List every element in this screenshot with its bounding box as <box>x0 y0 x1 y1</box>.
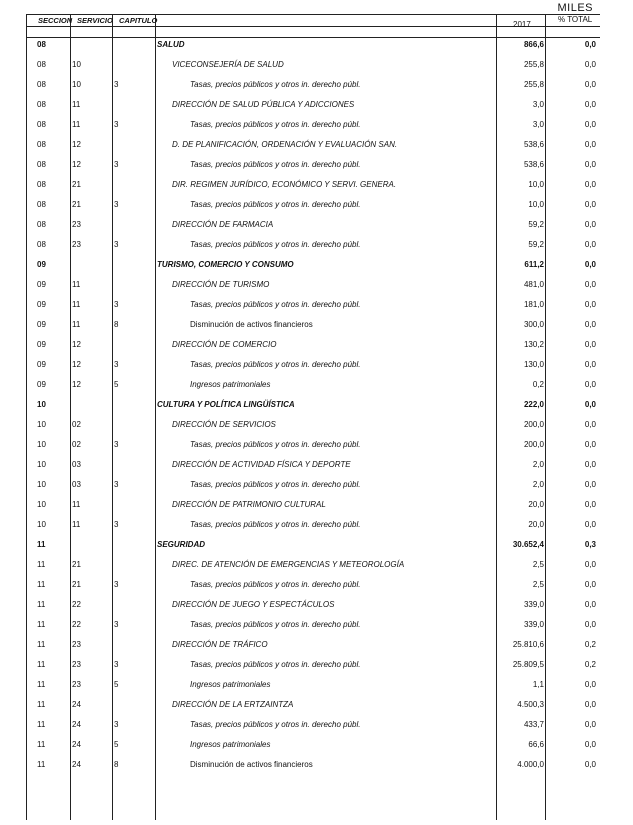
table-row <box>26 298 600 318</box>
col-header-seccion: SECCION <box>38 16 73 25</box>
seccion-cell: 08 <box>37 60 46 69</box>
description-cell: D. DE PLANIFICACIÓN, ORDENACIÓN Y EVALUACIÓN SAN. <box>172 140 398 149</box>
capitulo-cell: 3 <box>114 520 119 529</box>
table-row <box>26 138 600 158</box>
description-cell: Tasas, precios públicos y otros in. derecho públ. <box>190 440 361 449</box>
percent-cell: 0,3 <box>584 540 596 549</box>
servicio-cell: 02 <box>72 440 81 449</box>
amount-cell: 200,0 <box>523 420 544 429</box>
servicio-cell: 10 <box>72 60 81 69</box>
amount-cell: 25.809,5 <box>512 660 544 669</box>
percent-cell: 0,0 <box>584 160 596 169</box>
seccion-cell: 11 <box>37 700 46 709</box>
description-cell: DIRECCIÓN DE TRÁFICO <box>172 640 268 649</box>
col-header-pct: % TOTAL <box>558 15 593 24</box>
table-row <box>26 158 600 178</box>
servicio-cell: 22 <box>72 620 81 629</box>
table-row <box>26 438 600 458</box>
description-cell: CULTURA Y POLÍTICA LINGÜÍSTICA <box>157 400 295 409</box>
col-header-servicio: SERVICIO <box>77 16 113 25</box>
description-cell: Tasas, precios públicos y otros in. derecho públ. <box>190 660 361 669</box>
amount-cell: 25.810,6 <box>512 640 544 649</box>
amount-cell: 59,2 <box>528 240 544 249</box>
description-cell: DIRECCIÓN DE COMERCIO <box>172 340 277 349</box>
table-row <box>26 658 600 678</box>
amount-cell: 130,2 <box>523 340 544 349</box>
percent-cell: 0,0 <box>584 580 596 589</box>
capitulo-cell: 3 <box>114 80 119 89</box>
table-row <box>26 318 600 338</box>
table-row <box>26 58 600 78</box>
capitulo-cell: 3 <box>114 160 119 169</box>
table-row <box>26 418 600 438</box>
table-row <box>26 278 600 298</box>
table-row <box>26 218 600 238</box>
servicio-cell: 21 <box>72 560 81 569</box>
capitulo-cell: 8 <box>114 760 119 769</box>
percent-cell: 0,0 <box>584 220 596 229</box>
description-cell: DIRECCIÓN DE SALUD PÚBLICA Y ADICCIONES <box>172 100 355 109</box>
description-cell: Ingresos patrimoniales <box>190 740 271 749</box>
servicio-cell: 11 <box>72 100 81 109</box>
amount-cell: 10,0 <box>528 180 544 189</box>
amount-cell: 20,0 <box>528 500 544 509</box>
table-row <box>26 378 600 398</box>
capitulo-cell: 3 <box>114 720 119 729</box>
description-cell: Tasas, precios públicos y otros in. derecho públ. <box>190 480 361 489</box>
seccion-cell: 08 <box>37 140 46 149</box>
percent-cell: 0,2 <box>584 640 596 649</box>
percent-cell: 0,2 <box>584 660 596 669</box>
percent-cell: 0,0 <box>584 180 596 189</box>
seccion-cell: 08 <box>37 200 46 209</box>
amount-cell: 538,6 <box>523 140 544 149</box>
seccion-cell: 10 <box>37 480 46 489</box>
table-row <box>26 578 600 598</box>
capitulo-cell: 5 <box>114 380 119 389</box>
seccion-cell: 11 <box>37 720 46 729</box>
percent-cell: 0,0 <box>584 40 596 49</box>
percent-cell: 0,0 <box>584 680 596 689</box>
servicio-cell: 12 <box>72 340 81 349</box>
table-row <box>26 358 600 378</box>
amount-cell: 4.000,0 <box>517 760 544 769</box>
table-row <box>26 38 600 58</box>
servicio-cell: 24 <box>72 760 81 769</box>
table-row <box>26 498 600 518</box>
servicio-cell: 11 <box>72 520 81 529</box>
seccion-cell: 09 <box>37 340 46 349</box>
table-row <box>26 78 600 98</box>
description-cell: Ingresos patrimoniales <box>190 380 271 389</box>
servicio-cell: 11 <box>72 320 81 329</box>
servicio-cell: 24 <box>72 700 81 709</box>
capitulo-cell: 3 <box>114 360 119 369</box>
servicio-cell: 23 <box>72 660 81 669</box>
table-row <box>26 258 600 278</box>
capitulo-cell: 3 <box>114 300 119 309</box>
seccion-cell: 09 <box>37 320 46 329</box>
percent-cell: 0,0 <box>584 500 596 509</box>
percent-cell: 0,0 <box>584 740 596 749</box>
percent-cell: 0,0 <box>584 300 596 309</box>
seccion-cell: 08 <box>37 100 46 109</box>
description-cell: DIRECCIÓN DE PATRIMONIO CULTURAL <box>172 500 326 509</box>
percent-cell: 0,0 <box>584 80 596 89</box>
percent-cell: 0,0 <box>584 120 596 129</box>
description-cell: DIRECCIÓN DE SERVICIOS <box>172 420 276 429</box>
percent-cell: 0,0 <box>584 140 596 149</box>
description-cell: Tasas, precios públicos y otros in. derecho públ. <box>190 300 361 309</box>
seccion-cell: 08 <box>37 180 46 189</box>
capitulo-cell: 3 <box>114 240 119 249</box>
description-cell: SALUD <box>157 40 185 49</box>
servicio-cell: 03 <box>72 480 81 489</box>
servicio-cell: 12 <box>72 360 81 369</box>
servicio-cell: 21 <box>72 200 81 209</box>
seccion-cell: 08 <box>37 80 46 89</box>
table-row <box>26 518 600 538</box>
seccion-cell: 08 <box>37 220 46 229</box>
percent-cell: 0,0 <box>584 240 596 249</box>
table-row <box>26 698 600 718</box>
seccion-cell: 09 <box>37 280 46 289</box>
capitulo-cell: 5 <box>114 740 119 749</box>
table-row <box>26 638 600 658</box>
percent-cell: 0,0 <box>584 400 596 409</box>
table-row <box>26 198 600 218</box>
budget-table <box>26 14 600 820</box>
servicio-cell: 23 <box>72 640 81 649</box>
description-cell: SEGURIDAD <box>157 540 206 549</box>
percent-cell: 0,0 <box>584 360 596 369</box>
servicio-cell: 23 <box>72 220 81 229</box>
col-header-capitulo: CAPITULO <box>119 16 158 25</box>
table-row <box>26 458 600 478</box>
description-cell: Tasas, precios públicos y otros in. derecho públ. <box>190 120 361 129</box>
amount-cell: 130,0 <box>523 360 544 369</box>
description-cell: DIRECCIÓN DE JUEGO Y ESPECTÁCULOS <box>172 600 335 609</box>
seccion-cell: 11 <box>37 560 46 569</box>
table-row <box>26 538 600 558</box>
seccion-cell: 09 <box>37 300 46 309</box>
description-cell: Tasas, precios públicos y otros in. derecho públ. <box>190 720 361 729</box>
description-cell: Disminución de activos financieros <box>190 760 313 769</box>
percent-cell: 0,0 <box>584 280 596 289</box>
amount-cell: 59,2 <box>528 220 544 229</box>
percent-cell: 0,0 <box>584 200 596 209</box>
seccion-cell: 11 <box>37 580 46 589</box>
seccion-cell: 11 <box>37 740 46 749</box>
description-cell: Disminución de activos financieros <box>190 320 313 329</box>
description-cell: Ingresos patrimoniales <box>190 680 271 689</box>
servicio-cell: 12 <box>72 160 81 169</box>
percent-cell: 0,0 <box>584 420 596 429</box>
seccion-cell: 11 <box>37 600 46 609</box>
capitulo-cell: 3 <box>114 660 119 669</box>
percent-cell: 0,0 <box>584 620 596 629</box>
seccion-cell: 11 <box>37 640 46 649</box>
table-row <box>26 758 600 778</box>
seccion-cell: 11 <box>37 540 46 549</box>
seccion-cell: 08 <box>37 160 46 169</box>
percent-cell: 0,0 <box>584 340 596 349</box>
description-cell: Tasas, precios públicos y otros in. derecho públ. <box>190 580 361 589</box>
amount-cell: 611,2 <box>524 260 544 269</box>
table-row <box>26 478 600 498</box>
amount-cell: 3,0 <box>532 120 544 129</box>
table-row <box>26 398 600 418</box>
amount-cell: 481,0 <box>523 280 544 289</box>
servicio-cell: 22 <box>72 600 81 609</box>
amount-cell: 255,8 <box>523 80 544 89</box>
percent-cell: 0,0 <box>584 700 596 709</box>
seccion-cell: 10 <box>37 400 46 409</box>
seccion-cell: 08 <box>37 40 46 49</box>
table-row <box>26 558 600 578</box>
servicio-cell: 24 <box>72 720 81 729</box>
seccion-cell: 11 <box>37 620 46 629</box>
percent-cell: 0,0 <box>584 760 596 769</box>
seccion-cell: 11 <box>37 680 46 689</box>
description-cell: Tasas, precios públicos y otros in. derecho públ. <box>190 80 361 89</box>
amount-cell: 2,5 <box>532 580 544 589</box>
servicio-cell: 21 <box>72 180 81 189</box>
servicio-cell: 11 <box>72 280 81 289</box>
amount-cell: 3,0 <box>532 100 544 109</box>
capitulo-cell: 3 <box>114 580 119 589</box>
amount-cell: 10,0 <box>528 200 544 209</box>
servicio-cell: 02 <box>72 420 81 429</box>
percent-cell: 0,0 <box>584 520 596 529</box>
amount-cell: 200,0 <box>523 440 544 449</box>
percent-cell: 0,0 <box>584 260 596 269</box>
seccion-cell: 09 <box>37 360 46 369</box>
percent-cell: 0,0 <box>584 480 596 489</box>
amount-cell: 2,0 <box>532 460 544 469</box>
description-cell: Tasas, precios públicos y otros in. derecho públ. <box>190 200 361 209</box>
amount-cell: 181,0 <box>523 300 544 309</box>
capitulo-cell: 8 <box>114 320 119 329</box>
table-row <box>26 618 600 638</box>
amount-cell: 433,7 <box>523 720 544 729</box>
amount-cell: 538,6 <box>523 160 544 169</box>
table-row <box>26 98 600 118</box>
percent-cell: 0,0 <box>584 320 596 329</box>
capitulo-cell: 5 <box>114 680 119 689</box>
table-row <box>26 338 600 358</box>
servicio-cell: 21 <box>72 580 81 589</box>
description-cell: Tasas, precios públicos y otros in. derecho públ. <box>190 360 361 369</box>
servicio-cell: 24 <box>72 740 81 749</box>
seccion-cell: 11 <box>37 760 46 769</box>
percent-cell: 0,0 <box>584 720 596 729</box>
amount-cell: 255,8 <box>523 60 544 69</box>
description-cell: DIREC. DE ATENCIÓN DE EMERGENCIAS Y METEOROLOGÍA <box>172 560 405 569</box>
servicio-cell: 23 <box>72 680 81 689</box>
description-cell: DIRECCIÓN DE LA ERTZAINTZA <box>172 700 294 709</box>
table-row <box>26 178 600 198</box>
seccion-cell: 10 <box>37 440 46 449</box>
col-header-year: 2017 <box>513 20 531 29</box>
seccion-cell: 10 <box>37 520 46 529</box>
servicio-cell: 11 <box>72 120 81 129</box>
servicio-cell: 11 <box>72 500 81 509</box>
amount-cell: 2,5 <box>532 560 544 569</box>
description-cell: DIRECCIÓN DE ACTIVIDAD FÍSICA Y DEPORTE <box>172 460 351 469</box>
amount-cell: 30.652,4 <box>512 540 544 549</box>
amount-cell: 0,2 <box>532 380 544 389</box>
table-row <box>26 238 600 258</box>
table-row <box>26 598 600 618</box>
seccion-cell: 10 <box>37 500 46 509</box>
unit-label: MILES <box>557 2 593 14</box>
servicio-cell: 23 <box>72 240 81 249</box>
capitulo-cell: 3 <box>114 480 119 489</box>
description-cell: Tasas, precios públicos y otros in. derecho públ. <box>190 620 361 629</box>
amount-cell: 1,1 <box>532 680 544 689</box>
servicio-cell: 03 <box>72 460 81 469</box>
percent-cell: 0,0 <box>584 440 596 449</box>
capitulo-cell: 3 <box>114 200 119 209</box>
amount-cell: 2,0 <box>532 480 544 489</box>
seccion-cell: 11 <box>37 660 46 669</box>
description-cell: VICECONSEJERÍA DE SALUD <box>172 60 284 69</box>
seccion-cell: 09 <box>37 260 46 269</box>
percent-cell: 0,0 <box>584 380 596 389</box>
servicio-cell: 11 <box>72 300 81 309</box>
servicio-cell: 12 <box>72 380 81 389</box>
description-cell: Tasas, precios públicos y otros in. derecho públ. <box>190 160 361 169</box>
description-cell: DIRECCIÓN DE TURISMO <box>172 280 270 289</box>
percent-cell: 0,0 <box>584 600 596 609</box>
description-cell: TURISMO, COMERCIO Y CONSUMO <box>157 260 294 269</box>
amount-cell: 339,0 <box>523 620 544 629</box>
table-row <box>26 718 600 738</box>
amount-cell: 4.500,3 <box>517 700 544 709</box>
amount-cell: 66,6 <box>528 740 544 749</box>
table-row <box>26 738 600 758</box>
amount-cell: 339,0 <box>523 600 544 609</box>
table-row <box>26 118 600 138</box>
seccion-cell: 08 <box>37 240 46 249</box>
capitulo-cell: 3 <box>114 440 119 449</box>
servicio-cell: 10 <box>72 80 81 89</box>
seccion-cell: 08 <box>37 120 46 129</box>
percent-cell: 0,0 <box>584 460 596 469</box>
seccion-cell: 09 <box>37 380 46 389</box>
description-cell: DIR. REGIMEN JURÍDICO, ECONÓMICO Y SERVI. GENERA. <box>172 180 397 189</box>
percent-cell: 0,0 <box>584 100 596 109</box>
capitulo-cell: 3 <box>114 120 119 129</box>
percent-cell: 0,0 <box>584 60 596 69</box>
amount-cell: 20,0 <box>528 520 544 529</box>
description-cell: Tasas, precios públicos y otros in. derecho públ. <box>190 520 361 529</box>
description-cell: Tasas, precios públicos y otros in. derecho públ. <box>190 240 361 249</box>
percent-cell: 0,0 <box>584 560 596 569</box>
servicio-cell: 12 <box>72 140 81 149</box>
amount-cell: 300,0 <box>523 320 544 329</box>
capitulo-cell: 3 <box>114 620 119 629</box>
table-row <box>26 678 600 698</box>
seccion-cell: 10 <box>37 420 46 429</box>
amount-cell: 866,6 <box>523 40 544 49</box>
seccion-cell: 10 <box>37 460 46 469</box>
description-cell: DIRECCIÓN DE FARMACIA <box>172 220 274 229</box>
amount-cell: 222,0 <box>523 400 544 409</box>
